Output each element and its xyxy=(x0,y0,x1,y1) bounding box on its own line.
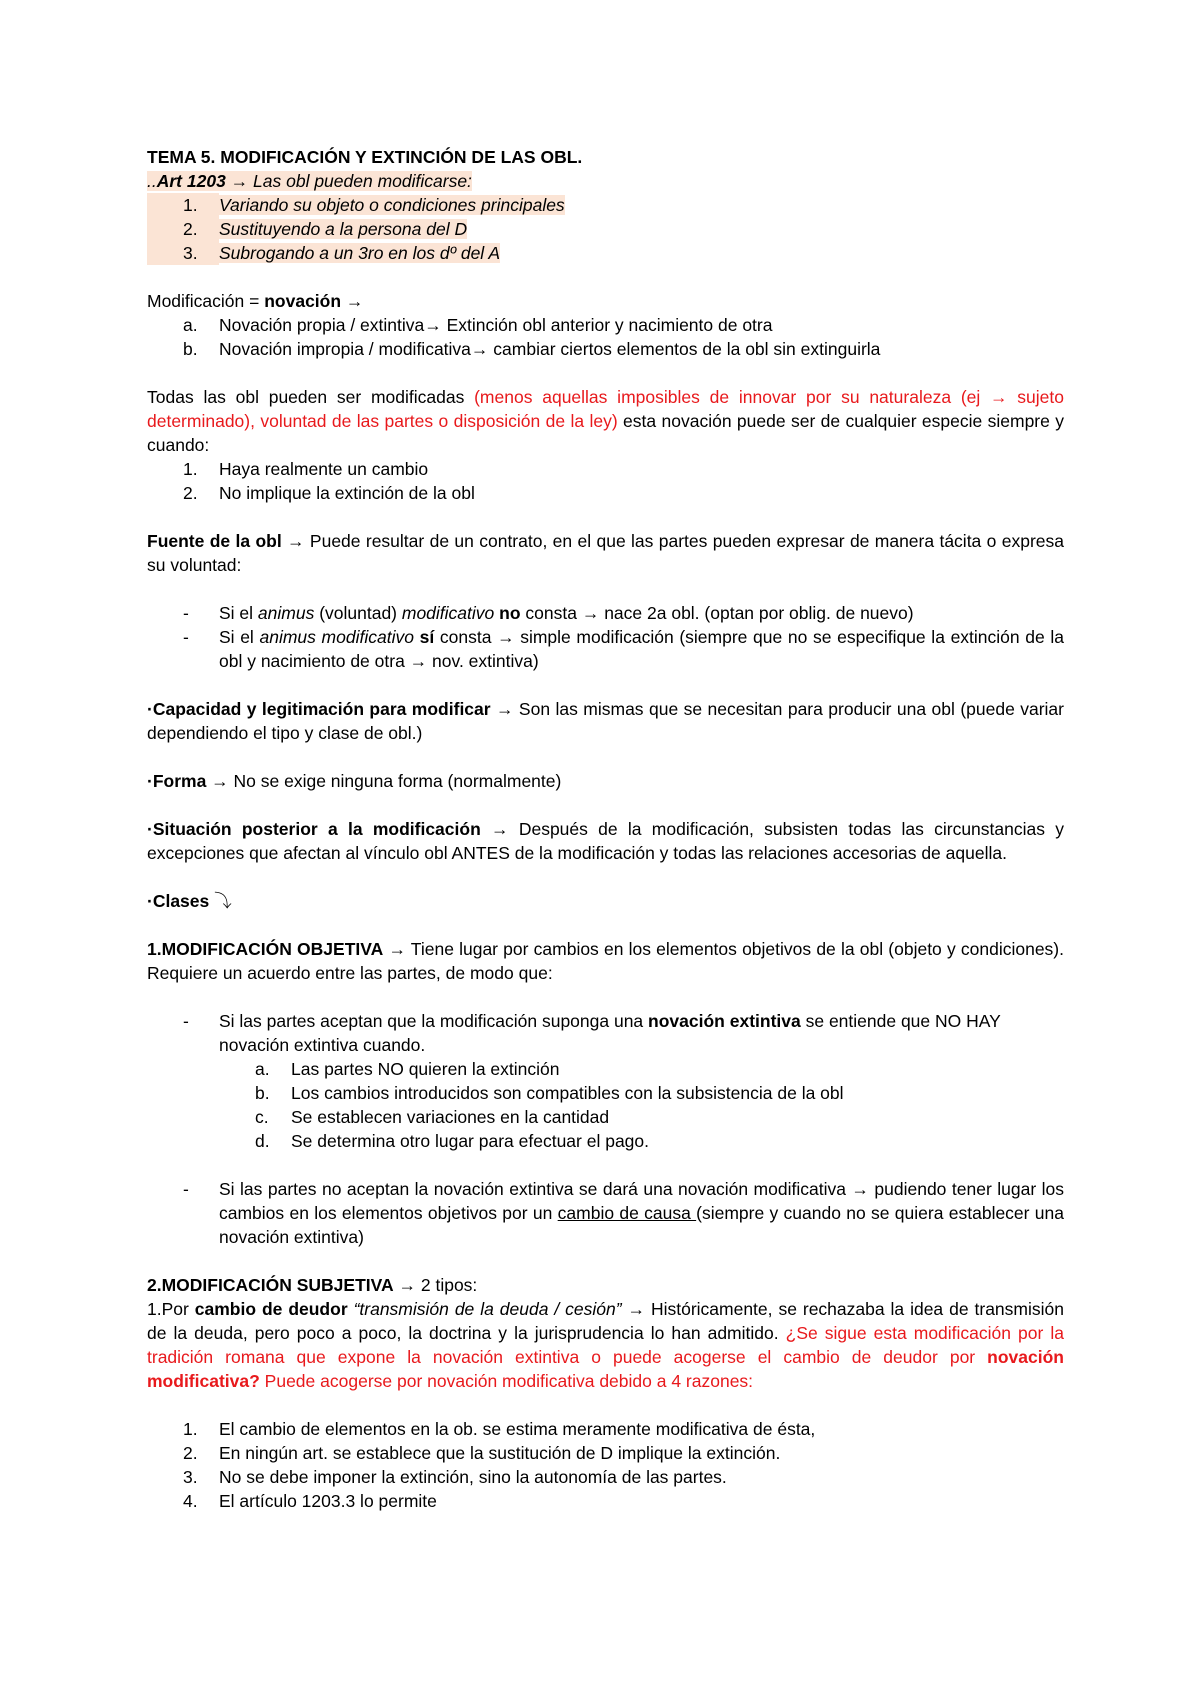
art-1203-line: ..Art 1203 → Las obl pueden modificarse: xyxy=(147,171,472,191)
forma-paragraph: ·Forma → No se exige ninguna forma (normalmente) xyxy=(147,771,562,791)
list-item: - Si el animus (voluntad) modificativo no consta → nace 2a obl. (optan por oblig. de nuevo) xyxy=(183,603,914,623)
list-item: c. Se establecen variaciones en la cantidad xyxy=(255,1107,610,1127)
todas-paragraph: Todas las obl pueden ser modificadas (menos aquellas imposibles de innovar por su naturaleza (ej → sujeto determinado), voluntad de las partes o disposición de la ley) esta novación puede ser de cualquier especie siempre y cuando: xyxy=(147,387,1064,455)
modificacion-line: Modificación = novación → xyxy=(147,291,364,311)
cambio-deudor-paragraph: 1.Por cambio de deudor “transmisión de la deuda / cesión” → Históricamente, se rechazaba la idea de transmisión de la deuda, pero poco a poco, la doctrina y la jurisprudencia lo han admitido. ¿Se sigue esta modificación por la tradición romana que expone la novación extintiva o puede acogerse el cambio de deudor por novación modificativa? Puede acogerse por novación modificativa debido a 4 razones: xyxy=(147,1299,1064,1391)
fuente-paragraph: Fuente de la obl → Puede resultar de un contrato, en el que las partes pueden expresar de manera tácita o expresa su voluntad: xyxy=(147,531,1064,575)
list-item: a. Las partes NO quieren la extinción xyxy=(255,1059,560,1079)
list-item: - Si las partes aceptan que la modificación suponga una novación extintiva se entiende que NO HAY novación extintiva cuando. xyxy=(183,1011,1001,1055)
list-item: b. Los cambios introducidos son compatibles con la subsistencia de la obl xyxy=(255,1083,844,1103)
list-item: 2. En ningún art. se establece que la sustitución de D implique la extinción. xyxy=(183,1443,781,1463)
list-item: - Si el animus modificativo sí consta → simple modificación (siempre que no se especifique la extinción de la obl y nacimiento de otra → nov. extintiva) xyxy=(183,627,1065,671)
subjetiva-heading: 2.MODIFICACIÓN SUBJETIVA → 2 tipos: xyxy=(147,1275,478,1295)
list-item: d. Se determina otro lugar para efectuar el pago. xyxy=(255,1131,649,1151)
doc-title: TEMA 5. MODIFICACIÓN Y EXTINCIÓN DE LAS OBL. xyxy=(147,147,583,167)
list-item: 3. No se debe imponer la extinción, sino la autonomía de las partes. xyxy=(183,1467,727,1487)
list-item: 1. El cambio de elementos en la ob. se estima meramente modificativa de ésta, xyxy=(183,1419,816,1439)
list-item: 1. Haya realmente un cambio xyxy=(183,459,429,479)
list-item: a. Novación propia / extintiva→ Extinción obl anterior y nacimiento de otra xyxy=(183,315,773,335)
document-page xyxy=(147,145,1064,1513)
capacidad-paragraph: ·Capacidad y legitimación para modificar → Son las mismas que se necesitan para producir una obl (puede variar dependiendo el tipo y clase de obl.) xyxy=(147,699,1064,743)
list-item: - Si las partes no aceptan la novación extintiva se dará una novación modificativa → pudiendo tener lugar los cambios en los elementos objetivos por un cambio de causa (siempre y cuando no se quiera establecer una novación extintiva) xyxy=(183,1179,1064,1247)
clases-heading: ·Clases ⤵ xyxy=(147,891,232,911)
list-item: 2. No implique la extinción de la obl xyxy=(183,483,475,503)
list-item: b. Novación impropia / modificativa→ cambiar ciertos elementos de la obl sin extinguirla xyxy=(183,339,881,359)
list-item: 2. Sustituyendo a la persona del D xyxy=(147,217,1064,241)
list-item: 1. Variando su objeto o condiciones principales xyxy=(147,193,1064,217)
list-item: 3. Subrogando a un 3ro en los dº del A xyxy=(147,241,1064,265)
situacion-paragraph: ·Situación posterior a la modificación → Después de la modificación, subsisten todas las circunstancias y excepciones que afectan al vínculo obl ANTES de la modificación y todas las relaciones accesorias de aquella. xyxy=(147,819,1064,863)
objetiva-paragraph: 1.MODIFICACIÓN OBJETIVA → Tiene lugar por cambios en los elementos objetivos de la obl (objeto y condiciones). Requiere un acuerdo entre las partes, de modo que: xyxy=(147,939,1064,983)
list-item: 4. El artículo 1203.3 lo permite xyxy=(183,1491,437,1511)
